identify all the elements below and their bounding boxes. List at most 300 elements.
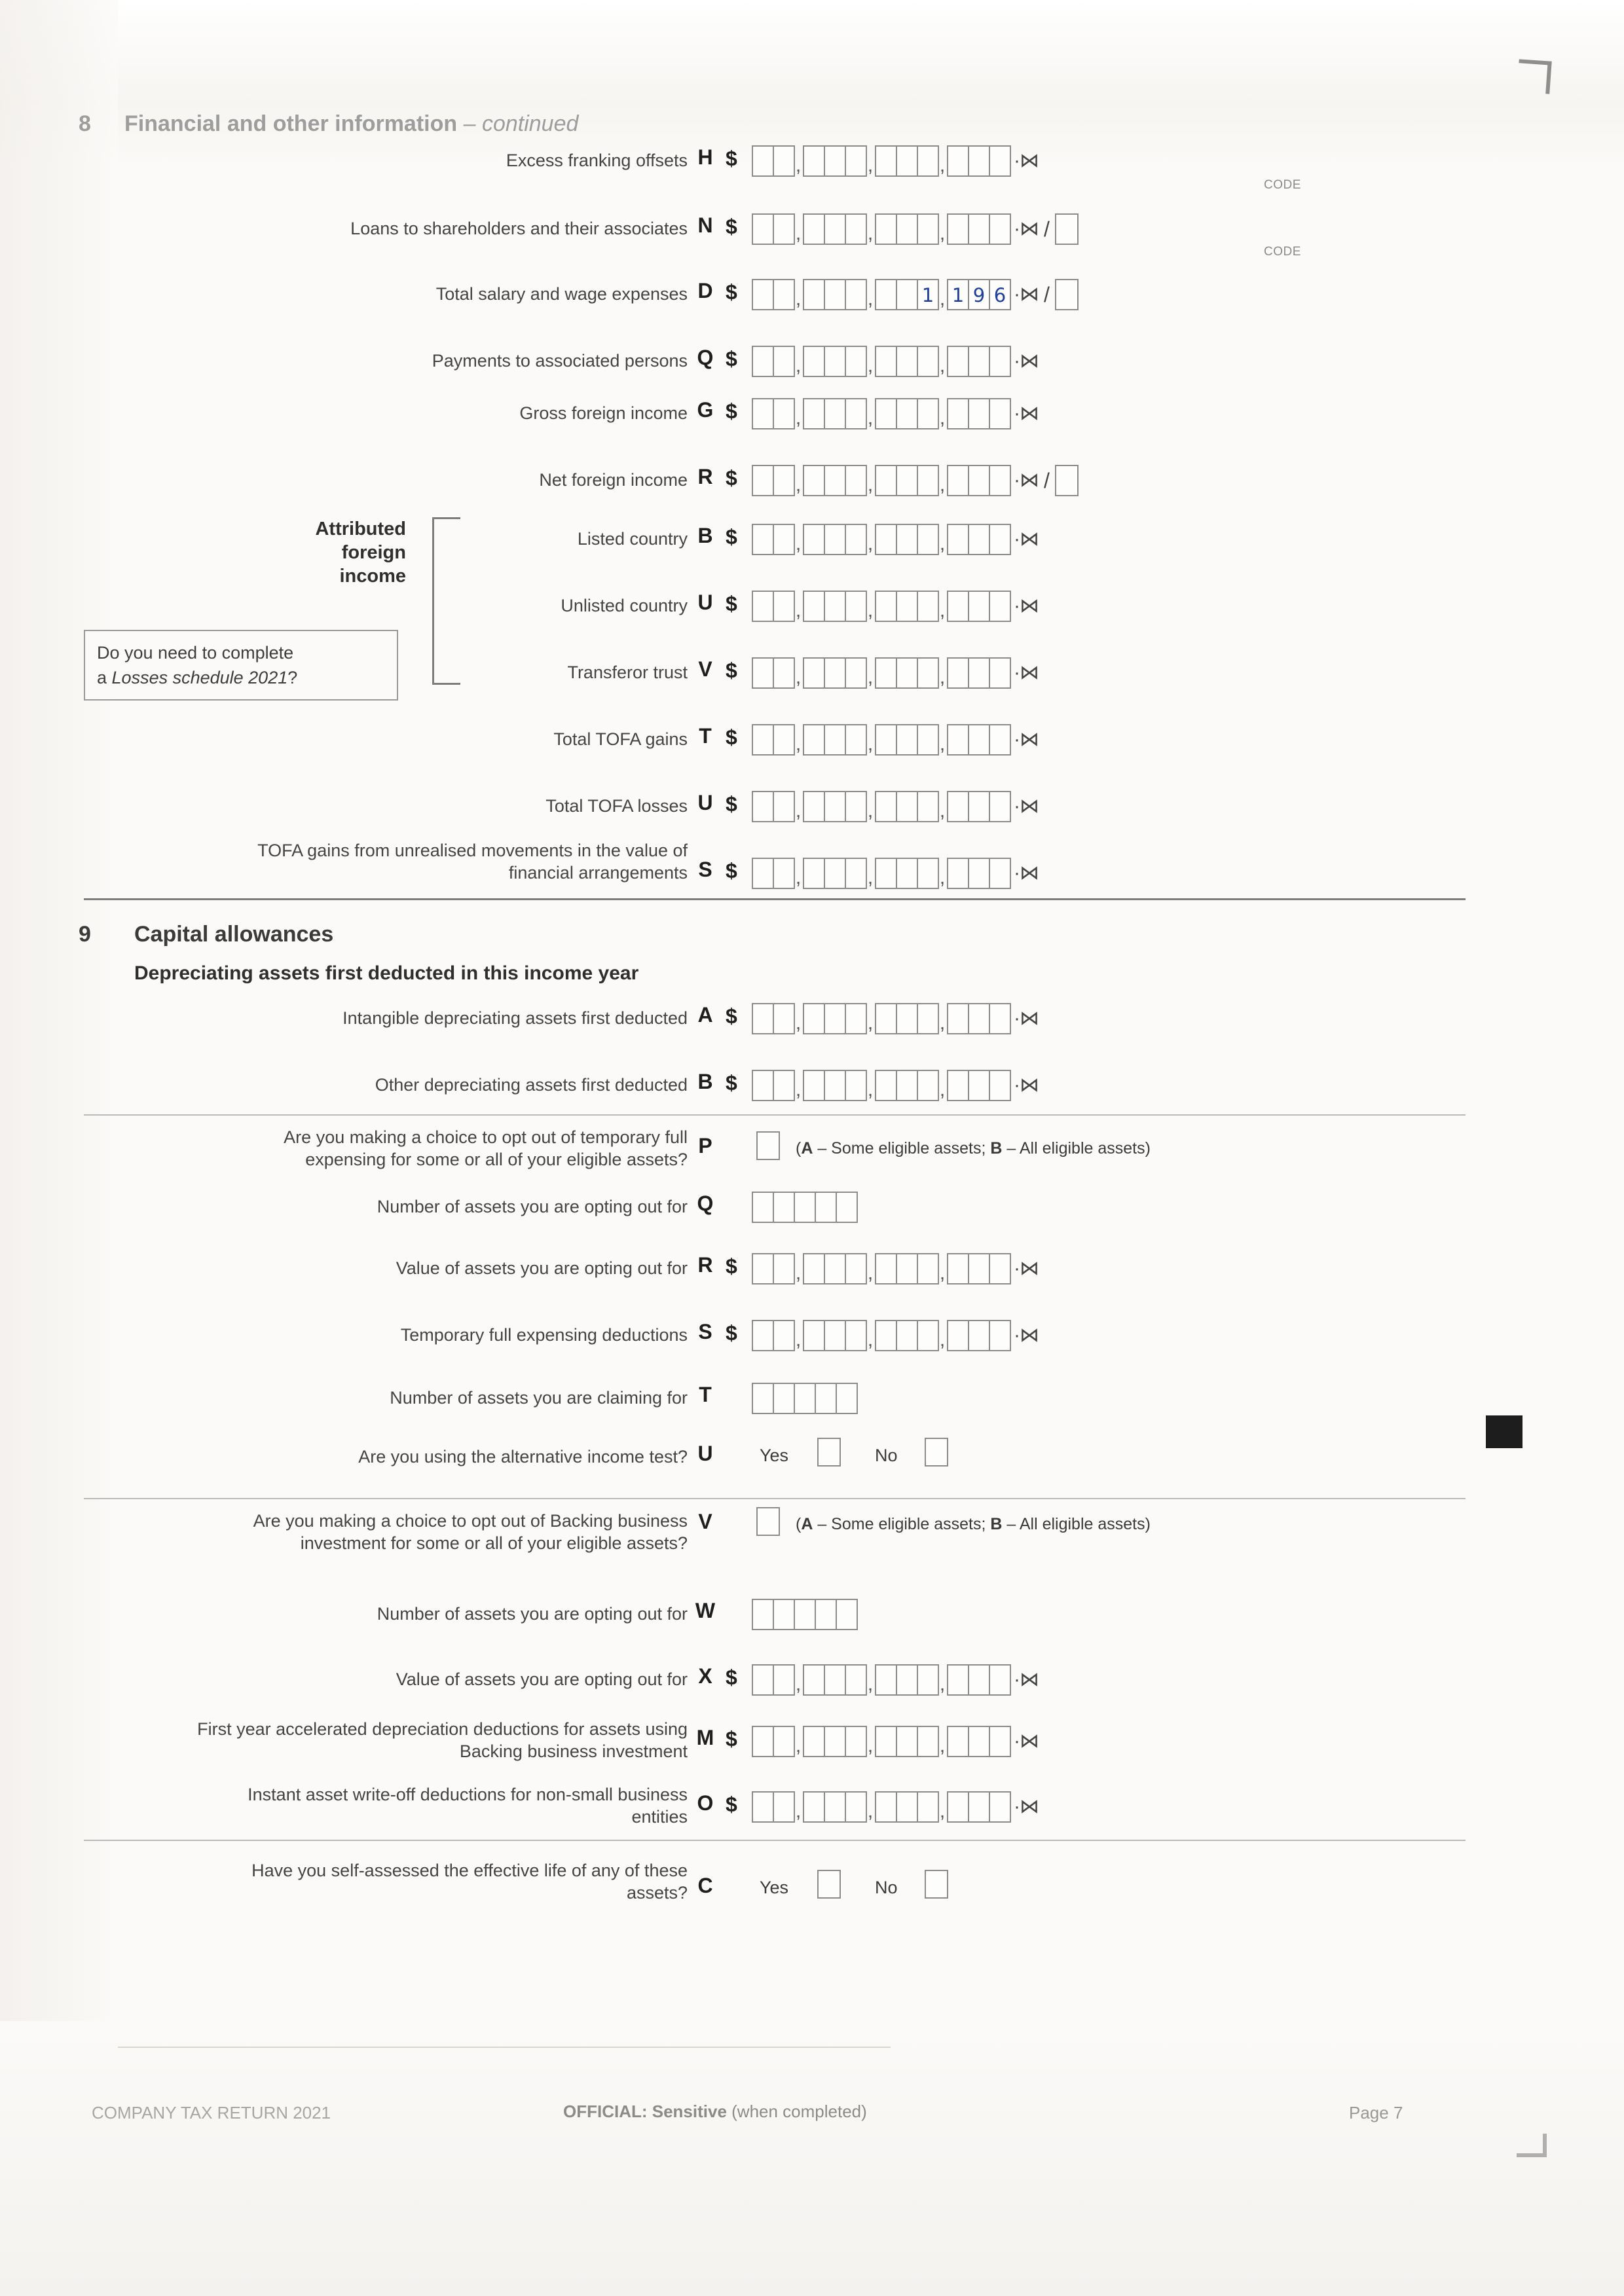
digit-cell[interactable] [773,1726,795,1757]
digit-cell[interactable] [752,213,774,245]
digit-cell[interactable] [773,279,795,310]
digit-cell[interactable] [947,791,969,822]
digit-cell[interactable] [803,1726,825,1757]
digit-cell[interactable] [773,1791,795,1823]
digit-cell[interactable] [968,791,990,822]
digit-cell[interactable] [917,1726,939,1757]
digit-cell[interactable] [968,145,990,177]
digit-cell[interactable] [875,465,897,496]
digit-cell[interactable] [896,213,918,245]
digit-cell[interactable] [896,657,918,689]
count-field-number-assets-opting-out-q[interactable] [752,1192,857,1223]
digit-cell[interactable] [875,145,897,177]
comma-separator: , [867,223,874,244]
digit-cell[interactable] [968,1320,990,1351]
money-field-temporary-full-expensing-deductions[interactable] [752,1320,1039,1360]
digit-cell[interactable] [968,213,990,245]
section-9-title: Capital allowances [134,922,334,947]
digit-cell[interactable] [803,279,825,310]
digit-cell[interactable] [824,591,846,622]
digit-cell[interactable] [803,524,825,555]
count-field-number-assets-opting-out-w[interactable] [752,1599,857,1630]
digit-cell[interactable] [803,858,825,889]
money-field-net-foreign-income[interactable] [752,465,1079,505]
dollar-sign-N: $ [726,215,737,238]
digit-cell[interactable] [773,591,795,622]
digit-cell[interactable] [803,1791,825,1823]
letter-box-V[interactable] [756,1507,780,1536]
digit-cell[interactable] [917,858,939,889]
digit-cell[interactable] [917,1664,939,1696]
digit-cell[interactable] [845,791,867,822]
digit-cell[interactable] [773,1070,795,1101]
digit-cell[interactable] [968,398,990,429]
hint-option-a-text: – Some eligible assets; [813,1139,991,1157]
digit-cell[interactable] [803,1070,825,1101]
digit-cell[interactable] [968,724,990,756]
comma-separator: , [867,533,874,555]
digit-cell[interactable] [947,1726,969,1757]
code-box-N[interactable] [1055,213,1079,245]
digit-cell[interactable] [815,1383,837,1414]
digit-cell[interactable] [875,858,897,889]
comma-separator: , [795,407,802,429]
digit-cell[interactable] [803,1320,825,1351]
cents-strikeout: ·⋈ [1014,1669,1039,1690]
digit-cell[interactable] [752,591,774,622]
money-field-total-tofa-losses[interactable] [752,791,1039,831]
digit-cell[interactable] [917,1320,939,1351]
digit-cell[interactable] [803,465,825,496]
digit-cell[interactable] [968,591,990,622]
digit-cell[interactable] [968,1726,990,1757]
digit-cell[interactable] [845,465,867,496]
comma-separator: , [867,1262,874,1284]
digit-cell[interactable] [947,1664,969,1696]
digit-cell[interactable] [947,213,969,245]
digit-cell[interactable] [917,346,939,377]
digit-cell[interactable] [917,1253,939,1285]
digit-cell[interactable] [989,1320,1011,1351]
digit-cell[interactable] [845,145,867,177]
digit-cell[interactable] [824,791,846,822]
digit-cell[interactable] [875,657,897,689]
digit-cell[interactable] [845,279,867,310]
digit-cell[interactable] [968,657,990,689]
digit-cell[interactable] [845,1253,867,1285]
digit-cell[interactable] [773,858,795,889]
money-field-total-salary-wage-expenses[interactable] [752,279,1079,319]
digit-cell[interactable] [896,145,918,177]
digit-cell[interactable] [845,1003,867,1034]
digit-cell[interactable] [896,1791,918,1823]
comma-separator: , [939,666,946,688]
digit-cell[interactable] [896,1664,918,1696]
digit-cell[interactable] [752,791,774,822]
digit-cell[interactable] [875,591,897,622]
dollar-sign-S-deductions: $ [726,1321,737,1345]
code-letter-V-optout: V [698,1510,712,1533]
digit-cell[interactable] [989,591,1011,622]
digit-cell[interactable] [989,346,1011,377]
digit-cell[interactable] [917,398,939,429]
digit-cell[interactable] [896,465,918,496]
digit-cell[interactable] [752,465,774,496]
digit-cell[interactable] [752,1664,774,1696]
cents-strikeout: ·⋈ [1014,150,1039,172]
digit-cell[interactable] [845,1726,867,1757]
digit-cell[interactable] [803,591,825,622]
digit-cell[interactable] [803,1253,825,1285]
digit-cell[interactable] [803,1003,825,1034]
digit-cell[interactable] [824,1664,846,1696]
digit-cell[interactable] [947,1253,969,1285]
digit-cell[interactable] [875,1320,897,1351]
digit-cell[interactable]: 1 [947,279,969,310]
dollar-sign-U-unlisted: $ [726,592,737,615]
digit-cell[interactable] [968,524,990,555]
code-letter-Q: Q [697,346,714,369]
digit-cell[interactable] [752,1383,774,1414]
hint-option-a: A [801,1515,813,1533]
no-checkbox-C[interactable] [925,1870,948,1899]
digit-cell[interactable] [824,524,846,555]
digit-cell[interactable] [875,213,897,245]
money-field-value-assets-opting-out-x[interactable] [752,1664,1039,1705]
comma-separator: , [939,223,946,244]
digit-cell[interactable] [752,1070,774,1101]
digit-cell[interactable] [875,346,897,377]
dollar-sign-M: $ [726,1727,737,1751]
digit-cell[interactable]: 6 [989,279,1011,310]
digit-cell[interactable] [773,398,795,429]
money-field-transferor-trust[interactable] [752,657,1039,698]
digit-cell[interactable] [989,213,1011,245]
digit-cell[interactable] [845,1791,867,1823]
digit-cell[interactable] [896,524,918,555]
footer-sensitivity-bold: OFFICIAL: Sensitive [563,2102,727,2121]
hint-option-a: A [801,1139,813,1157]
digit-cell[interactable] [845,591,867,622]
digit-cell[interactable] [989,398,1011,429]
digit-cell[interactable] [917,1791,939,1823]
digit-cell[interactable] [815,1599,837,1630]
digit-cell[interactable] [947,1003,969,1034]
digit-cell[interactable] [773,1599,795,1630]
digit-cell[interactable] [845,1664,867,1696]
digit-cell[interactable] [773,1192,795,1223]
digit-cell[interactable] [752,524,774,555]
digit-cell[interactable] [815,1192,837,1223]
digit-cell[interactable] [917,591,939,622]
count-field-number-assets-claiming-for[interactable] [752,1383,857,1414]
digit-cell[interactable] [752,1253,774,1285]
money-field-unlisted-country[interactable] [752,591,1039,631]
label-total-tofa-gains: Total TOFA gains [553,729,688,749]
digit-cell[interactable] [917,213,939,245]
code-caption-N: CODE [1264,178,1301,192]
digit-cell[interactable] [824,657,846,689]
digit-cell[interactable] [896,724,918,756]
code-box-R[interactable] [1055,465,1079,496]
digit-cell[interactable] [803,657,825,689]
digit-cell[interactable] [824,145,846,177]
digit-cell[interactable] [824,398,846,429]
digit-cell[interactable] [752,1599,774,1630]
digit-cell[interactable] [773,465,795,496]
digit-cell[interactable] [947,591,969,622]
digit-cell[interactable] [896,1070,918,1101]
digit-cell[interactable] [773,1320,795,1351]
digit-cell[interactable] [752,1726,774,1757]
digit-cell[interactable] [947,465,969,496]
digit-cell[interactable] [968,465,990,496]
hint-suffix: ) [1145,1139,1151,1157]
digit-cell[interactable] [824,1726,846,1757]
digit-cell[interactable] [947,724,969,756]
digit-cell[interactable] [752,657,774,689]
comma-separator: , [867,407,874,429]
digit-cell[interactable] [752,145,774,177]
footer-sensitivity-rest: (when completed) [726,2102,867,2121]
digit-cell[interactable] [836,1192,858,1223]
label-gross-foreign-income: Gross foreign income [519,403,688,423]
digit-cell[interactable] [824,1070,846,1101]
digit-cell[interactable] [752,346,774,377]
digit-cell[interactable] [896,858,918,889]
money-field-gross-foreign-income[interactable] [752,398,1039,439]
yes-checkbox-C[interactable] [817,1870,841,1899]
digit-cell[interactable] [989,724,1011,756]
digit-cell[interactable] [917,524,939,555]
money-field-payments-to-associated-persons[interactable] [752,346,1039,386]
digit-cell[interactable] [989,1003,1011,1034]
digit-cell[interactable] [794,1383,816,1414]
digit-cell[interactable] [824,279,846,310]
money-field-intangible-depreciating-assets[interactable] [752,1003,1039,1044]
digit-cell[interactable] [989,465,1011,496]
digit-cell[interactable] [875,1791,897,1823]
digit-cell[interactable] [875,398,897,429]
digit-cell[interactable] [794,1599,816,1630]
digit-cell[interactable] [803,346,825,377]
digit-cell[interactable] [803,145,825,177]
digit-cell[interactable] [947,398,969,429]
digit-cell[interactable]: 1 [917,279,939,310]
comma-separator: , [795,1262,802,1284]
digit-cell[interactable] [989,1664,1011,1696]
label-number-assets-opting-out-q: Number of assets you are opting out for [377,1197,688,1216]
digit-cell[interactable] [773,346,795,377]
digit-cell[interactable] [875,1664,897,1696]
digit-cell[interactable] [836,1599,858,1630]
digit-cell[interactable] [824,1253,846,1285]
digit-cell[interactable] [968,1253,990,1285]
money-field-listed-country[interactable] [752,524,1039,564]
digit-cell[interactable] [836,1383,858,1414]
digit-cell[interactable] [773,145,795,177]
digit-cell[interactable] [968,1003,990,1034]
divider-before-backing-business [84,1498,1466,1499]
digit-cell[interactable] [875,791,897,822]
digit-cell[interactable] [845,858,867,889]
losses-note-line1: Do you need to complete [97,643,294,663]
digit-cell[interactable] [947,1791,969,1823]
digit-cell[interactable] [803,398,825,429]
digit-cell[interactable] [968,1791,990,1823]
comma-separator: , [867,1800,874,1822]
digit-cell[interactable] [917,1003,939,1034]
comma-separator: , [939,600,946,621]
digit-cell[interactable] [875,524,897,555]
digit-cell[interactable] [896,1253,918,1285]
digit-cell[interactable] [773,213,795,245]
money-field-other-depreciating-assets[interactable] [752,1070,1039,1110]
digit-cell[interactable] [989,858,1011,889]
digit-cell[interactable] [803,213,825,245]
digit-cell[interactable] [989,145,1011,177]
code-box-D[interactable] [1055,279,1079,310]
digit-cell[interactable] [989,524,1011,555]
digit-cell[interactable] [917,145,939,177]
digit-cell[interactable] [824,346,846,377]
code-letter-P: P [698,1134,712,1157]
no-checkbox-U[interactable] [925,1438,948,1467]
digit-cell[interactable] [845,398,867,429]
digit-cell[interactable] [947,657,969,689]
digit-cell[interactable] [917,724,939,756]
digit-cell[interactable] [875,724,897,756]
digit-cell[interactable] [947,524,969,555]
money-field-total-tofa-gains[interactable] [752,724,1039,765]
digit-cell[interactable] [947,1320,969,1351]
digit-cell[interactable] [824,465,846,496]
digit-cell[interactable] [968,858,990,889]
yes-checkbox-U[interactable] [817,1438,841,1467]
digit-cell[interactable] [875,1253,897,1285]
digit-cell[interactable] [845,724,867,756]
digit-cell[interactable] [794,1192,816,1223]
label-temporary-full-expensing-deductions: Temporary full expensing deductions [400,1325,688,1345]
digit-cell[interactable] [845,1320,867,1351]
digit-cell[interactable] [896,791,918,822]
digit-cell[interactable] [917,1070,939,1101]
digit-cell[interactable] [947,346,969,377]
digit-cell[interactable] [752,1791,774,1823]
digit-cell[interactable] [752,1320,774,1351]
digit-cell[interactable] [752,724,774,756]
digit-cell[interactable] [752,858,774,889]
digit-cell[interactable] [752,279,774,310]
digit-cell[interactable] [845,346,867,377]
digit-cell[interactable] [896,279,918,310]
digit-cell[interactable] [896,1726,918,1757]
money-field-value-assets-opting-out-r[interactable] [752,1253,1039,1294]
cents-strikeout: ·⋈ [1014,469,1039,491]
digit-cell[interactable] [752,398,774,429]
money-field-loans-to-shareholders[interactable] [752,213,1079,254]
digit-cell[interactable] [968,1070,990,1101]
comma-separator: , [795,155,802,176]
digit-cell[interactable] [989,657,1011,689]
digit-cell[interactable] [947,1070,969,1101]
digit-cell[interactable] [845,524,867,555]
digit-cell[interactable] [803,791,825,822]
digit-cell[interactable] [824,1320,846,1351]
digit-cell[interactable] [773,1253,795,1285]
digit-cell[interactable] [989,1070,1011,1101]
money-field-first-year-accelerated-depreciation[interactable] [752,1726,1039,1766]
cents-strikeout: ·⋈ [1014,795,1039,817]
digit-cell[interactable]: 9 [968,279,990,310]
digit-cell[interactable] [845,213,867,245]
digit-cell[interactable] [824,724,846,756]
attributed-foreign-income-label-line2: foreign income [339,542,406,587]
footer-form-name: COMPANY TAX RETURN 2021 [92,2103,331,2123]
digit-cell[interactable] [824,1791,846,1823]
money-field-instant-asset-write-off[interactable] [752,1791,1039,1832]
cents-strikeout: ·⋈ [1014,729,1039,750]
comma-separator: , [795,1012,802,1034]
money-field-excess-franking-offsets[interactable] [752,145,1039,186]
digit-cell[interactable] [824,1003,846,1034]
digit-cell[interactable] [896,591,918,622]
label-net-foreign-income: Net foreign income [539,470,688,490]
digit-cell[interactable] [824,213,846,245]
digit-cell[interactable] [989,1791,1011,1823]
digit-cell[interactable] [947,858,969,889]
digit-cell[interactable] [773,1003,795,1034]
digit-cell[interactable] [875,1003,897,1034]
digit-cell[interactable] [989,791,1011,822]
digit-cell[interactable] [773,724,795,756]
digit-cell[interactable] [968,346,990,377]
digit-cell[interactable] [917,465,939,496]
digit-cell[interactable] [752,1192,774,1223]
digit-cell[interactable] [803,1664,825,1696]
digit-cell[interactable] [773,657,795,689]
digit-cell[interactable] [989,1726,1011,1757]
digit-cell[interactable] [917,791,939,822]
digit-cell[interactable] [803,724,825,756]
cents-strikeout: ·⋈ [1014,1324,1039,1346]
digit-cell[interactable] [773,1383,795,1414]
digit-cell[interactable] [968,1664,990,1696]
digit-cell[interactable] [896,398,918,429]
digit-cell[interactable] [896,1320,918,1351]
digit-cell[interactable] [773,524,795,555]
digit-cell[interactable] [824,858,846,889]
digit-cell[interactable] [875,279,897,310]
attributed-foreign-income-label-line1: Attributed [315,519,406,539]
digit-cell[interactable] [752,1003,774,1034]
digit-cell[interactable] [773,1664,795,1696]
digit-cell[interactable] [875,1070,897,1101]
digit-cell[interactable] [896,1003,918,1034]
comma-separator: , [939,1329,946,1351]
digit-cell[interactable] [845,1070,867,1101]
digit-cell[interactable] [875,1726,897,1757]
money-field-tofa-gains-unrealised[interactable] [752,858,1039,898]
digit-cell[interactable] [989,1253,1011,1285]
digit-cell[interactable] [773,791,795,822]
digit-cell[interactable] [947,145,969,177]
letter-box-P[interactable] [756,1131,780,1160]
digit-cell[interactable] [845,657,867,689]
digit-cell[interactable] [917,657,939,689]
cents-strikeout: ·⋈ [1014,1074,1039,1096]
digit-cell[interactable] [896,346,918,377]
